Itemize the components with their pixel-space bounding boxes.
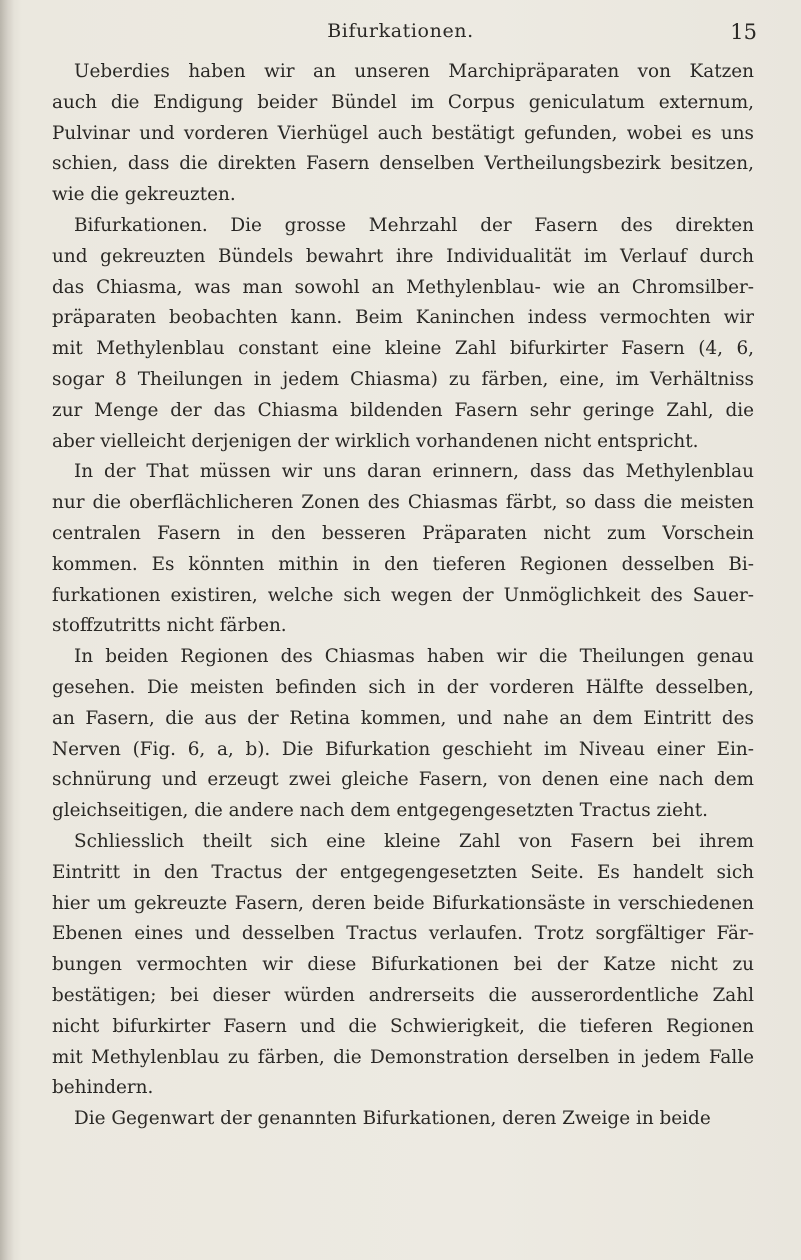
running-head [40,20,761,52]
text-line: In der That müssen wir uns daran erinnern, dass das Methylenblau [74,461,754,483]
text-line: Ueberdies haben wir an unseren Marchipräparaten von Katzen [74,61,754,82]
text-line: aber vielleicht derjenigen der wirklich vorhandenen nicht entspricht. [52,430,699,452]
text-line: kommen. Es könnten mithin in den tieferen Regionen desselben Bi- [52,553,754,575]
text-line: auch die Endigung beider Bündel im Corpus geniculatum externum, [52,91,754,113]
text-line: nur die oberflächlicheren Zonen des Chiasmas färbt, so dass die meisten [52,492,754,514]
body-text [52,57,754,1135]
text-line: furkationen existiren, welche sich wegen der Unmöglichkeit des Sauer- [52,584,754,606]
text-line: In beiden Regionen des Chiasmas haben wir die Theilungen genau [74,646,754,668]
text-line: centralen Fasern in den besseren Präparaten nicht zum Vorschein [52,522,754,544]
text-line: sogar 8 Theilungen in jedem Chiasma) zu färben, eine, im Verhältniss [52,368,754,390]
text-line: mit Methylenblau constant eine kleine Zahl bifurkirter Fasern (4, 6, [52,338,754,360]
text-line: hier um gekreuzte Fasern, deren beide Bifurkationsäste in verschiedenen [52,892,754,914]
text-line: Ebenen eines und desselben Tractus verlaufen. Trotz sorgfältiger Fär- [52,923,754,945]
text-line: nicht bifurkirter Fasern und die Schwierigkeit, die tieferen Regionen [52,1015,754,1037]
page-gutter-shadow [0,0,14,1260]
text-line: Schliesslich theilt sich eine kleine Zahl von Fasern bei ihrem [74,830,754,852]
text-line: Die Gegenwart der genannten Bifurkationen, deren Zweige in beide [74,1108,711,1130]
text-line: das Chiasma, was man sowohl an Methylenblau- wie an Chromsilber- [52,276,754,298]
page-number: 15 [730,20,757,44]
text-line: Bifurkationen. Die grosse Mehrzahl der Fasern des direkten [74,214,754,236]
text-line: bestätigen; bei dieser würden andrerseits die ausserordentliche Zahl [52,984,754,1006]
text-line: gesehen. Die meisten befinden sich in der vorderen Hälfte desselben, [52,676,754,698]
text-line: Eintritt in den Tractus der entgegengesetzten Seite. Es handelt sich [52,861,754,883]
text-line: bungen vermochten wir diese Bifurkationen bei der Katze nicht zu [52,954,754,976]
text-line: schien, dass die direkten Fasern denselben Vertheilungsbezirk besitzen, [52,153,754,175]
text-line: schnürung und erzeugt zwei gleiche Fasern, von denen eine nach dem [52,769,754,791]
text-line: und gekreuzten Bündels bewahrt ihre Individualität im Verlauf durch [52,245,754,267]
running-title: Bifurkationen. [327,20,474,42]
text-line: an Fasern, die aus der Retina kommen, und nahe an dem Eintritt des [52,707,754,729]
text-line: behindern. [52,1077,154,1099]
text-line: wie die gekreuzten. [52,184,236,206]
text-line: präparaten beobachten kann. Beim Kaninchen indess vermochten wir [52,307,754,329]
text-line: zur Menge der das Chiasma bildenden Fasern sehr geringe Zahl, die [52,399,754,421]
text-line: gleichseitigen, die andere nach dem entgegengesetzten Tractus zieht. [52,800,709,822]
text-line: Nerven (Fig. 6, a, b). Die Bifurkation geschieht im Niveau einer Ein- [52,738,754,760]
text-line: stoffzutritts nicht färben. [52,615,287,637]
text-line: mit Methylenblau zu färben, die Demonstration derselben in jedem Falle [52,1046,754,1068]
text-line: Pulvinar und vorderen Vierhügel auch bestätigt gefunden, wobei es uns [52,122,754,144]
